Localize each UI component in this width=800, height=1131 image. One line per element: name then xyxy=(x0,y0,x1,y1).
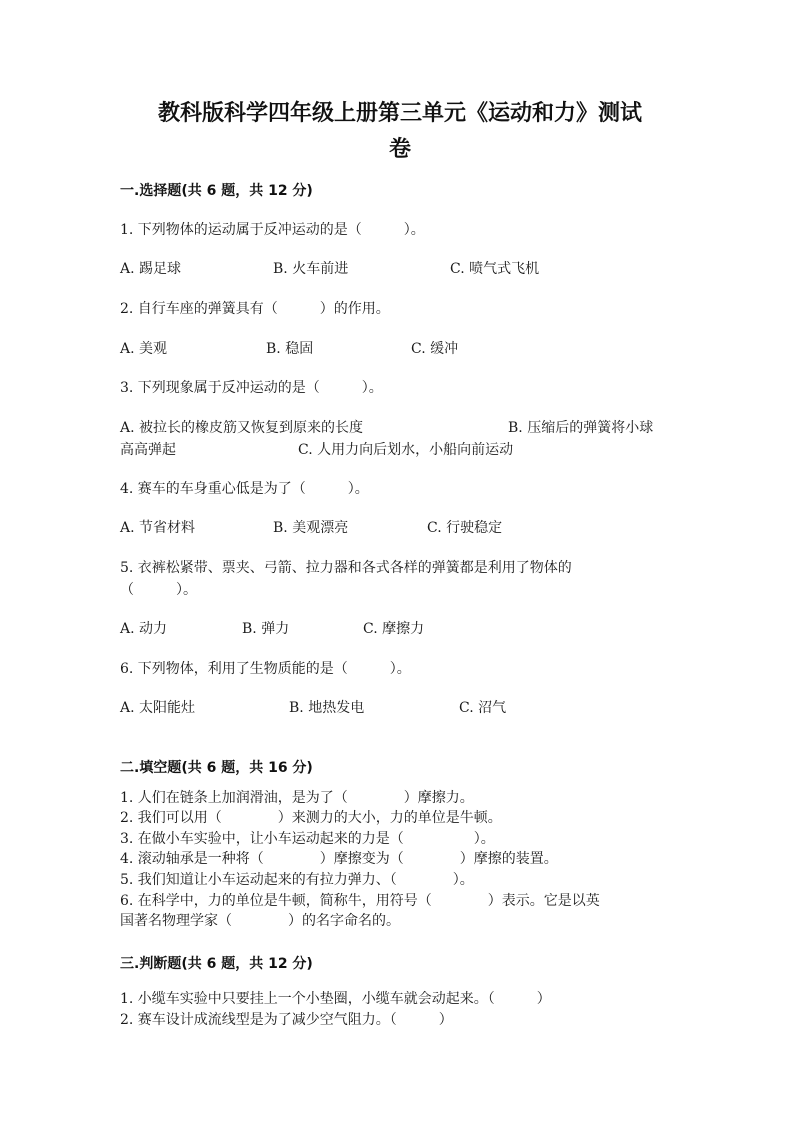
question-stem: 6. 下列物体，利用了生物质能的是（ ）。 xyxy=(120,661,411,677)
page-title: 教科版科学四年级上册第三单元《运动和力》测试 xyxy=(157,101,642,126)
option-c: C. 缓冲 xyxy=(411,341,459,357)
option-b: B. 稳固 xyxy=(266,341,314,357)
option-b-continued: 高高弹起 xyxy=(120,442,176,458)
section-heading-fill: 二.填空题(共 6 题，共 16 分) xyxy=(120,760,313,776)
fill-item-continued: 国著名物理学家（ ）的名字命名的。 xyxy=(120,913,400,929)
option-b: B. 弹力 xyxy=(242,621,290,637)
option-a: A. 太阳能灶 xyxy=(120,700,196,716)
question-stem-continued: （ ）。 xyxy=(120,582,197,598)
option-b: B. 美观漂亮 xyxy=(273,520,349,536)
fill-item: 1. 人们在链条上加润滑油，是为了（ ）摩擦力。 xyxy=(120,790,474,806)
option-a: A. 动力 xyxy=(120,621,168,637)
option-a: A. 美观 xyxy=(120,341,168,357)
section-heading-choice: 一.选择题(共 6 题，共 12 分) xyxy=(120,183,313,199)
option-c: C. 行驶稳定 xyxy=(427,520,503,536)
option-b: B. 压缩后的弹簧将小球 xyxy=(508,420,654,436)
question-stem: 5. 衣裤松紧带、票夹、弓箭、拉力器和各式各样的弹簧都是利用了物体的 xyxy=(120,560,572,576)
fill-item: 6. 在科学中，力的单位是牛顿，简称牛，用符号（ ）表示。它是以英 xyxy=(120,893,600,909)
option-c: C. 沼气 xyxy=(459,700,507,716)
option-a: A. 节省材料 xyxy=(120,520,196,536)
option-c: C. 喷气式飞机 xyxy=(450,261,540,277)
option-b: B. 地热发电 xyxy=(289,700,365,716)
judge-item: 2. 赛车设计成流线型是为了减少空气阻力。（ ） xyxy=(120,1012,453,1028)
option-a: A. 踢足球 xyxy=(120,261,182,277)
option-c: C. 人用力向后划水，小船向前运动 xyxy=(298,442,514,458)
question-stem: 1. 下列物体的运动属于反冲运动的是（ ）。 xyxy=(120,222,425,238)
question-stem: 2. 自行车座的弹簧具有（ ）的作用。 xyxy=(120,301,390,317)
fill-item: 2. 我们可以用（ ）来测力的大小，力的单位是牛顿。 xyxy=(120,810,502,826)
fill-item: 5. 我们知道让小车运动起来的有拉力弹力、（ ）。 xyxy=(120,872,474,888)
judge-item: 1. 小缆车实验中只要挂上一个小垫圈，小缆车就会动起来。（ ） xyxy=(120,991,551,1007)
fill-item: 4. 滚动轴承是一种将（ ）摩擦变为（ ）摩擦的装置。 xyxy=(120,851,558,867)
question-stem: 4. 赛车的车身重心低是为了（ ）。 xyxy=(120,481,369,497)
page-title-continued: 卷 xyxy=(388,137,411,162)
option-b: B. 火车前进 xyxy=(273,261,349,277)
fill-item: 3. 在做小车实验中，让小车运动起来的力是（ ）。 xyxy=(120,831,495,847)
option-c: C. 摩擦力 xyxy=(363,621,425,637)
option-a: A. 被拉长的橡皮筋又恢复到原来的长度 xyxy=(120,420,364,436)
section-heading-judge: 三.判断题(共 6 题，共 12 分) xyxy=(120,956,313,972)
question-stem: 3. 下列现象属于反冲运动的是（ ）。 xyxy=(120,380,383,396)
